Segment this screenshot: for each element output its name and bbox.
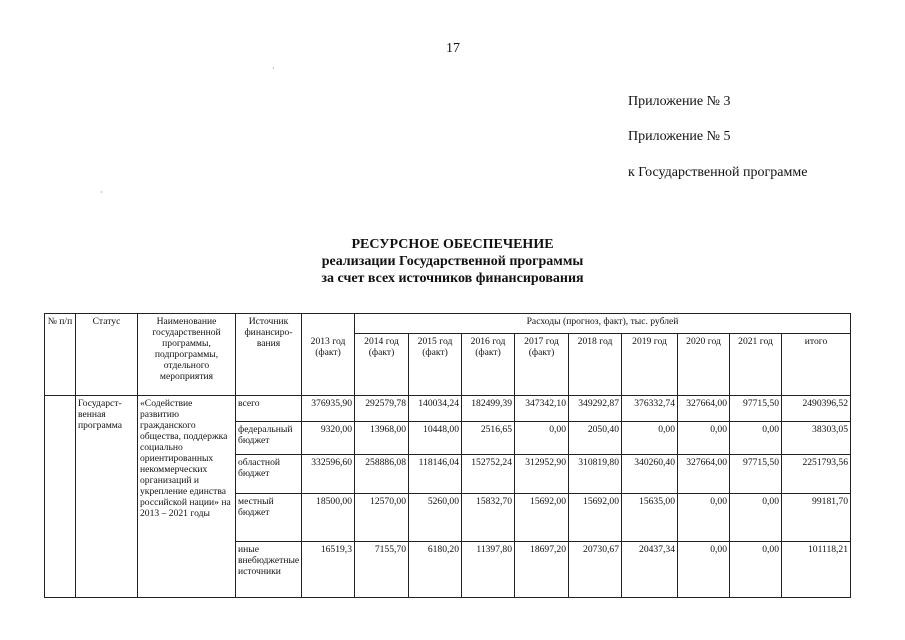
value-cell: 15692,00	[515, 494, 569, 542]
value-cell: 101118,21	[782, 542, 851, 598]
header-year-2018: 2018 год	[569, 334, 622, 396]
header-year-2021: 2021 год	[730, 334, 782, 396]
value-cell: 11397,80	[462, 542, 515, 598]
value-cell: 7155,70	[355, 542, 409, 598]
cell-num	[45, 396, 76, 598]
value-cell: 152752,24	[462, 455, 515, 494]
source-cell: иные внебюджетные источники	[236, 542, 302, 598]
value-cell: 340260,40	[622, 455, 678, 494]
value-cell: 327664,00	[678, 396, 730, 422]
value-cell: 0,00	[678, 494, 730, 542]
header-expenses: Расходы (прогноз, факт), тыс. рублей	[355, 314, 851, 334]
value-cell: 20730,67	[569, 542, 622, 598]
value-cell: 18500,00	[302, 494, 355, 542]
value-cell: 6180,20	[409, 542, 462, 598]
value-cell: 38303,05	[782, 422, 851, 455]
title-line-1: РЕСУРСНОЕ ОБЕСПЕЧЕНИЕ	[351, 237, 554, 252]
value-cell: 347342,10	[515, 396, 569, 422]
value-cell: 2516,65	[462, 422, 515, 455]
scan-speck: ·	[100, 188, 103, 197]
value-cell: 99181,70	[782, 494, 851, 542]
value-cell: 312952,90	[515, 455, 569, 494]
resource-table	[44, 313, 851, 598]
header-total: итого	[782, 334, 851, 396]
value-cell: 0,00	[730, 494, 782, 542]
value-cell: 18697,20	[515, 542, 569, 598]
value-cell: 0,00	[730, 422, 782, 455]
value-cell: 292579,78	[355, 396, 409, 422]
value-cell: 0,00	[678, 422, 730, 455]
value-cell: 0,00	[515, 422, 569, 455]
value-cell: 376332,74	[622, 396, 678, 422]
value-cell: 258886,08	[355, 455, 409, 494]
header-year-2020: 2020 год	[678, 334, 730, 396]
value-cell: 13968,00	[355, 422, 409, 455]
header-year-2016: 2016 год (факт)	[462, 334, 515, 396]
cell-program-name: «Содействие развитию гражданского общества, поддержка социально ориентированных некоммерческих организаций и укрепление единства российской нации» на 2013 – 2021 годы	[138, 396, 236, 598]
header-name: Наименование государственной программы, подпрограммы, отдельного мероприятия	[138, 314, 236, 396]
value-cell: 97715,50	[730, 396, 782, 422]
header-year-2013: 2013 год (факт)	[302, 334, 355, 396]
scan-speck: ·	[272, 64, 275, 73]
value-cell: 0,00	[730, 542, 782, 598]
title-line-3: за счет всех источников финансирования	[321, 271, 584, 286]
value-cell: 327664,00	[678, 455, 730, 494]
value-cell: 2490396,52	[782, 396, 851, 422]
appendix-line-3: к Государственной программе	[628, 165, 808, 180]
value-cell: 140034,24	[409, 396, 462, 422]
value-cell: 376935,90	[302, 396, 355, 422]
appendix-line-2: Приложение № 5	[628, 129, 731, 144]
header-status: Статус	[76, 314, 138, 396]
value-cell: 5260,00	[409, 494, 462, 542]
header-source: Источник финансиро-вания	[236, 314, 302, 396]
value-cell: 2050,40	[569, 422, 622, 455]
appendix-line-1: Приложение № 3	[628, 94, 731, 109]
value-cell: 0,00	[678, 542, 730, 598]
source-cell: местный бюджет	[236, 494, 302, 542]
value-cell: 182499,39	[462, 396, 515, 422]
value-cell: 0,00	[622, 422, 678, 455]
cell-status: Государст-венная программа	[76, 396, 138, 598]
source-cell: федеральный бюджет	[236, 422, 302, 455]
value-cell: 349292,87	[569, 396, 622, 422]
source-cell: областной бюджет	[236, 455, 302, 494]
header-num: № п/п	[45, 314, 76, 396]
value-cell: 12570,00	[355, 494, 409, 542]
value-cell: 20437,34	[622, 542, 678, 598]
header-year-2014: 2014 год (факт)	[355, 334, 409, 396]
value-cell: 15635,00	[622, 494, 678, 542]
value-cell: 332596,60	[302, 455, 355, 494]
value-cell: 2251793,56	[782, 455, 851, 494]
page-number: 17	[446, 41, 460, 56]
value-cell: 97715,50	[730, 455, 782, 494]
value-cell: 10448,00	[409, 422, 462, 455]
header-2013-top	[302, 314, 355, 334]
header-year-2017: 2017 год (факт)	[515, 334, 569, 396]
header-year-2015: 2015 год (факт)	[409, 334, 462, 396]
value-cell: 16519,3	[302, 542, 355, 598]
document-title	[0, 236, 905, 287]
title-line-2: реализации Государственной программы	[321, 254, 584, 269]
value-cell: 310819,80	[569, 455, 622, 494]
value-cell: 118146,04	[409, 455, 462, 494]
value-cell: 9320,00	[302, 422, 355, 455]
header-year-2019: 2019 год	[622, 334, 678, 396]
source-cell: всего	[236, 396, 302, 422]
value-cell: 15692,00	[569, 494, 622, 542]
value-cell: 15832,70	[462, 494, 515, 542]
